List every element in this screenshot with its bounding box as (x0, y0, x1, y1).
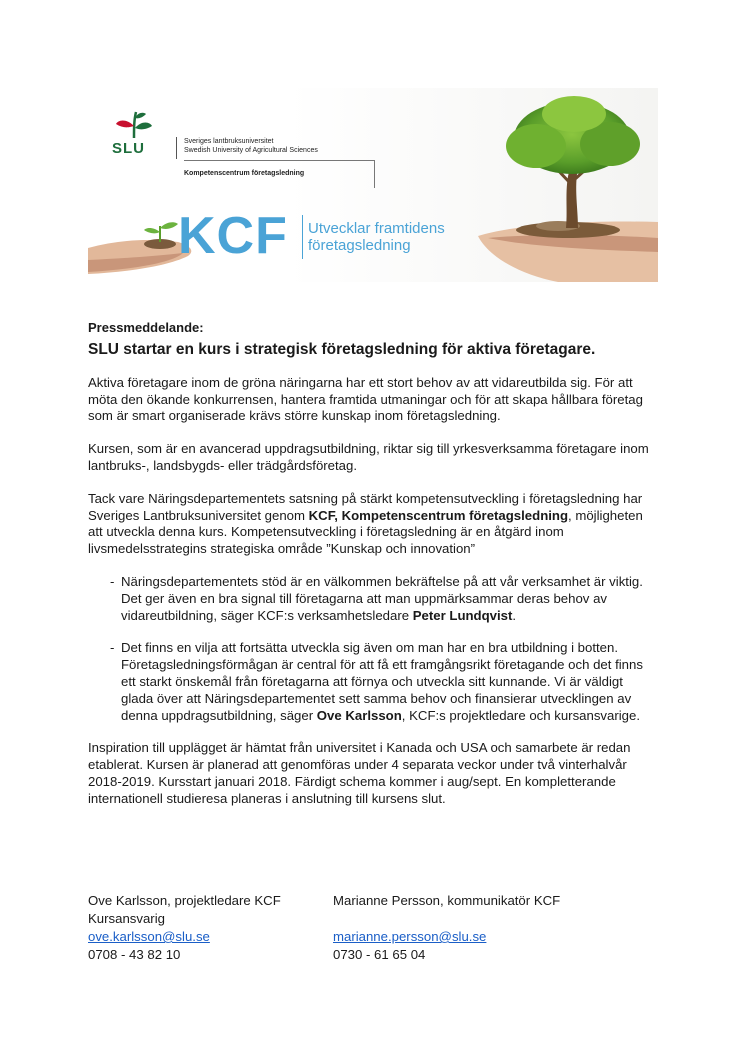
quote-ove-name: Ove Karlsson (316, 707, 402, 723)
paragraph-intro: Aktiva företagare inom de gröna näringarna har ett stort behov av att vidareutbilda sig. För att möta den ökande konkurrensen, hantera framtida utmaningar och för att skapa hållbara företag som är smart organiserade krävs större kunskap inom företagsledning. (88, 374, 643, 424)
contact-ove-name: Ove Karlsson, projektledare KCF (88, 893, 281, 908)
slu-university-name (184, 137, 318, 155)
bullet-dash: - (110, 573, 115, 589)
funding-kcf-bold: KCF, Kompetenscentrum företagsledning (308, 507, 569, 523)
slu-logo-icon (114, 110, 154, 140)
kcf-separator (302, 215, 303, 259)
funding-text-a: Tack vare Näringsdepartementets satsning på stärkt kompetensutveckling i företagsledning har Sveriges Lantbruksuniversitet genom (88, 490, 643, 523)
quote-peter-text-a: Näringsdepartementets stöd är en välkommen bekräftelse på att vår verksamhet är viktig. Det ger även en bra signal till företagarna att man uppmärksammar deras behov av vidareutbildning, säger KCF:s verksamhetsledare (121, 573, 643, 623)
slu-divider (176, 137, 177, 159)
kcf-tagline-line2: företagsledning (308, 237, 411, 254)
paragraph-inspiration: Inspiration till upplägget är hämtat från universitet i Kanada och USA och samarbete är redan etablerat. Kursen är planerad att genomföras under 4 separata veckor under två vinterhalvår 2018-2019. Kursstart januari 2018. Färdigt schema kommer i aug/sept. En kompletterande internationell studieresa planeras i anslutning till kursens slut. (88, 740, 631, 806)
contact-marianne (333, 892, 560, 964)
funding-text-c: , möjligheten att utveckla denna kurs. Kompetensutveckling i företagsledning är en åtgärd inom livsmedelsstrategins strategiska område ”Kunskap och innovation” (88, 507, 643, 557)
contact-marianne-name: Marianne Persson, kommunikatör KCF (333, 893, 561, 908)
paragraph-course: Kursen, som är en avancerad uppdragsutbildning, riktar sig till yrkesverksamma företagare inom lantbruks-, landsbygds- eller trädgårdsföretag. (88, 441, 649, 473)
slu-name-english: Swedish University of Agricultural Sciences (184, 147, 318, 154)
quote-peter-text-c: . (512, 607, 517, 623)
press-release-body (88, 320, 658, 808)
quote-peter-name: Peter Lundqvist (412, 607, 513, 623)
bullet-dash: - (110, 640, 115, 656)
centre-name: Kompetenscentrum företagsledning (184, 170, 305, 177)
contact-ove (88, 892, 281, 964)
kcf-tagline-line1: Utvecklar framtidens (308, 220, 445, 237)
contact-ove-phone: 0708 - 43 82 10 (88, 947, 181, 962)
contact-ove-email-link[interactable]: ove.karlsson@slu.se (88, 929, 210, 944)
slu-rule-vertical (374, 160, 375, 188)
kcf-logo: KCF (178, 207, 288, 265)
slu-name-swedish: Sveriges lantbruksuniversitet (184, 138, 274, 145)
document-label: Pressmeddelande: (88, 320, 204, 335)
contact-marianne-phone: 0730 - 61 65 04 (333, 947, 426, 962)
document-title: SLU startar en kurs i strategisk företagsledning för aktiva företagare. (88, 340, 596, 358)
paragraph-funding (88, 491, 658, 558)
quote-ove-text-c: , KCF:s projektledare och kursansvarige. (401, 707, 641, 723)
quote-ove-text-a: Det finns en vilja att fortsätta utveckla sig även om man har en bra utbildning i botten. Företagsledningsförmågan är central för att få ett framgångsrikt företagande och det finns ett starkt önskemål från företagarna att förnya och utveckla sitt kunnande. Vi är väldigt glada över att Näringsdepartementet sett samma behov och finansierar utvecklingen av denna uppdragsutbildning, säger (121, 640, 643, 723)
contact-marianne-email-link[interactable]: marianne.persson@slu.se (333, 929, 487, 944)
slu-rule (184, 160, 374, 161)
slu-wordmark: SLU (112, 140, 145, 157)
kcf-tagline (308, 220, 445, 254)
quote-peter (88, 574, 658, 624)
quote-ove (88, 640, 658, 724)
contact-ove-role: Kursansvarig (88, 911, 165, 926)
